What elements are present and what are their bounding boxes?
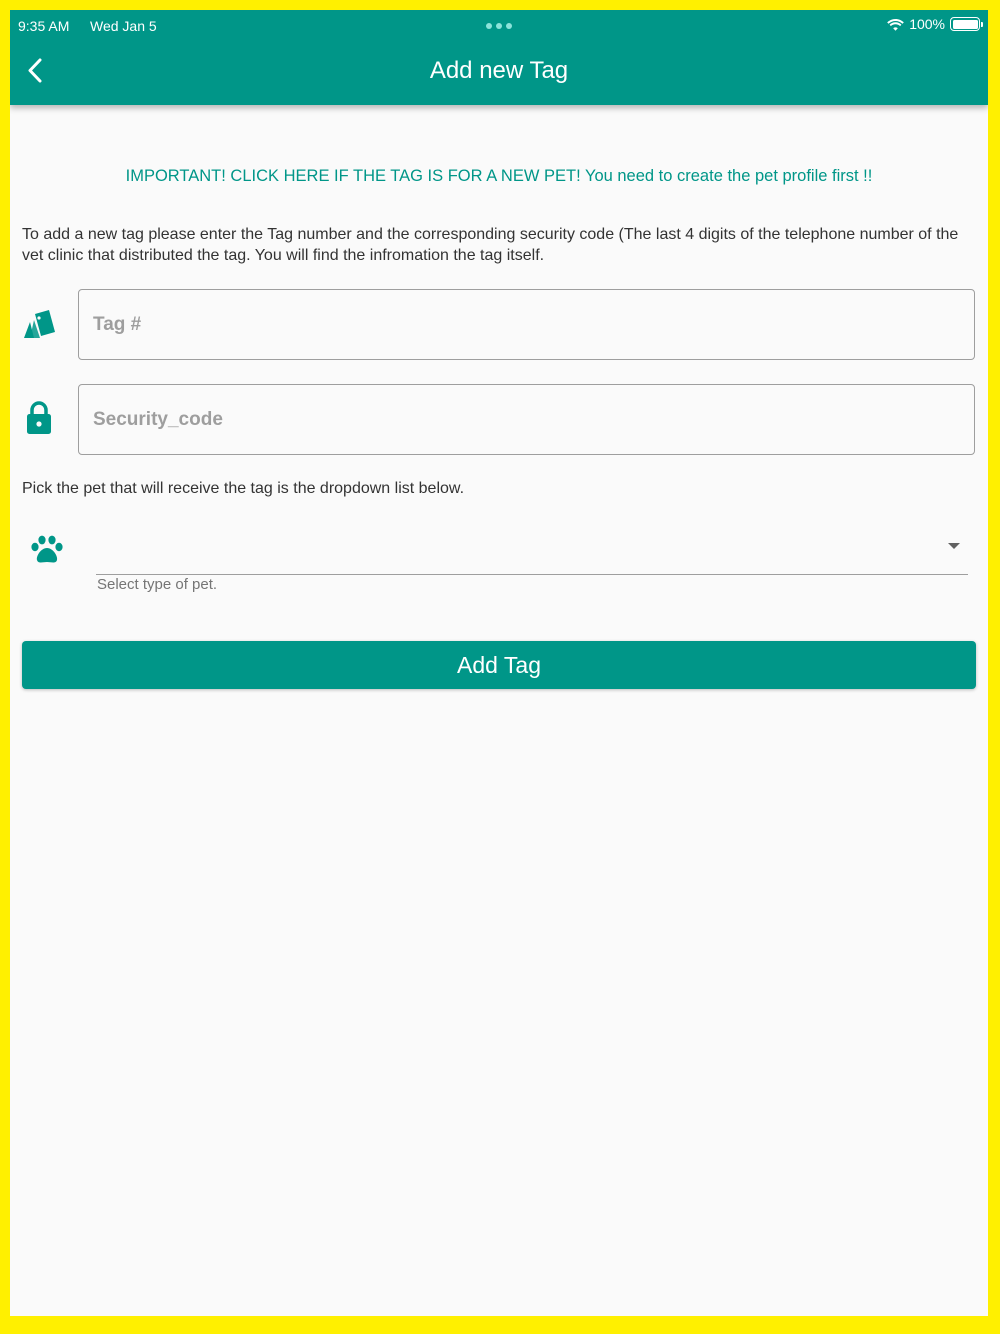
tag-number-field[interactable] xyxy=(78,289,975,360)
screen xyxy=(10,10,988,1316)
dropdown-arrow-icon[interactable] xyxy=(948,543,960,549)
page-title: Add new Tag xyxy=(429,57,569,84)
status-right xyxy=(887,16,980,32)
pet-dropdown-helper: Select type of pet. xyxy=(97,576,218,593)
app-bar xyxy=(10,10,988,105)
add-tag-button[interactable]: Add Tag xyxy=(22,641,976,689)
multitasking-dots-icon[interactable] xyxy=(486,23,512,29)
pick-pet-instructions: Pick the pet that will receive the tag is the dropdown list below. xyxy=(22,480,465,497)
tag-number-input[interactable] xyxy=(93,314,974,336)
security-code-field[interactable] xyxy=(78,384,975,455)
paw-icon xyxy=(30,534,64,571)
status-date: Wed Jan 5 xyxy=(90,18,157,34)
instructions-text: To add a new tag please enter the Tag number and the corresponding security code (The last 4 digits of the telephone number of the vet clinic that distributed the tag. You will find the infromation the tag itself. xyxy=(22,226,959,264)
pet-dropdown[interactable] xyxy=(96,530,968,575)
security-code-input[interactable] xyxy=(93,409,974,431)
battery-icon xyxy=(950,17,980,31)
tag-icon xyxy=(22,308,56,347)
battery-percent: 100% xyxy=(909,16,945,32)
status-time: 9:35 AM xyxy=(18,18,70,34)
new-pet-link[interactable]: IMPORTANT! CLICK HERE IF THE TAG IS FOR A NEW PET! You need to create the pet profile first !! xyxy=(125,167,873,185)
lock-icon xyxy=(25,401,53,440)
wifi-icon xyxy=(887,18,904,31)
